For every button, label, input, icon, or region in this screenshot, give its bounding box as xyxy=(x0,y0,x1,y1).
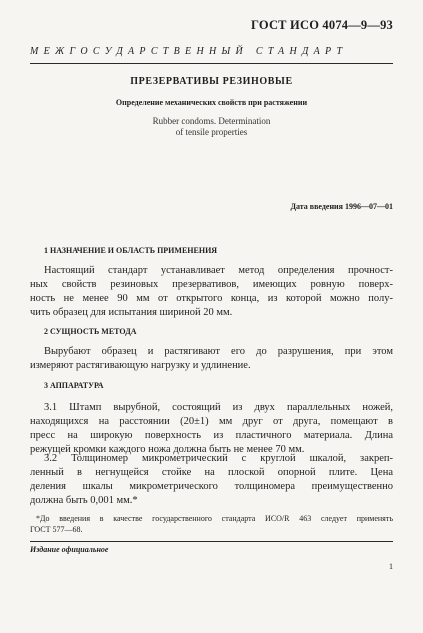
section-heading-apparatus: 3 АППАРАТУРА xyxy=(44,381,104,390)
english-title-line: Rubber condoms. Determination xyxy=(152,116,271,126)
paragraph-scope xyxy=(30,264,393,320)
footnote xyxy=(30,513,393,535)
standard-type-heading: МЕЖГОСУДАРСТВЕННЫЙ СТАНДАРТ xyxy=(30,46,348,57)
english-title-line: of tensile properties xyxy=(175,127,248,137)
paragraph-3-1 xyxy=(30,401,393,457)
text-line: режущей кромки каждого ножа должна быть не менее 70 мм. xyxy=(30,443,305,455)
document-subtitle: Определение механических свойств при растяжении xyxy=(115,98,308,107)
header-divider xyxy=(30,63,393,64)
section-heading-scope: 1 НАЗНАЧЕНИЕ И ОБЛАСТЬ ПРИМЕНЕНИЯ xyxy=(44,246,218,255)
text-line: Вырубают образец и растягивают его до разрушения, при этом xyxy=(44,346,393,357)
text-line: чить образец для испытания шириной 20 мм. xyxy=(30,306,233,318)
text-line: находящихся на расстоянии (20±1) мм друг от друга, помещают в xyxy=(30,415,393,427)
footnote-line: ГОСТ 577—68. xyxy=(30,525,83,534)
paragraph-method xyxy=(30,345,393,373)
text-line: Настоящий стандарт устанавливает метод определения прочност- xyxy=(44,265,393,276)
page-number: 1 xyxy=(389,562,393,571)
text-line: измеряют растягивающую нагрузку и удлинение. xyxy=(30,359,251,371)
document-title: ПРЕЗЕРВАТИВЫ РЕЗИНОВЫЕ xyxy=(130,76,293,87)
document-number: ГОСТ ИСО 4074—9—93 xyxy=(251,18,393,32)
text-line: ных свойств резиновых презервативов, имеющих ровную поверх- xyxy=(30,278,393,290)
text-line: ленный в негнущейся стойке на плоской опорной плите. Цена xyxy=(30,466,393,478)
text-line: ность не менее 90 мм от открытого конца, из которой можно полу- xyxy=(30,292,393,304)
footer-divider xyxy=(30,541,393,542)
text-line: 3.2 Толщиномер микрометрический с круглой шкалой, закреп- xyxy=(44,453,393,464)
english-title xyxy=(0,116,423,138)
paragraph-3-2 xyxy=(30,452,393,508)
text-line: пресс на широкую поверхность из пластичного материала. Длина xyxy=(30,429,393,441)
edition-label: Издание официальное xyxy=(30,545,109,554)
footnote-line: *До введения в качестве государственного стандарта ИСО/R 463 следует применять xyxy=(36,514,393,523)
text-line: деления шкалы микрометрического толщиномера преимущественно xyxy=(30,480,393,492)
text-line: должна быть 0,001 мм.* xyxy=(30,494,138,506)
text-line: 3.1 Штамп вырубной, состоящий из двух параллельных ножей, xyxy=(44,402,393,413)
section-heading-method: 2 СУЩНОСТЬ МЕТОДА xyxy=(44,327,137,336)
introduction-date: Дата введения 1996—07—01 xyxy=(290,202,393,211)
